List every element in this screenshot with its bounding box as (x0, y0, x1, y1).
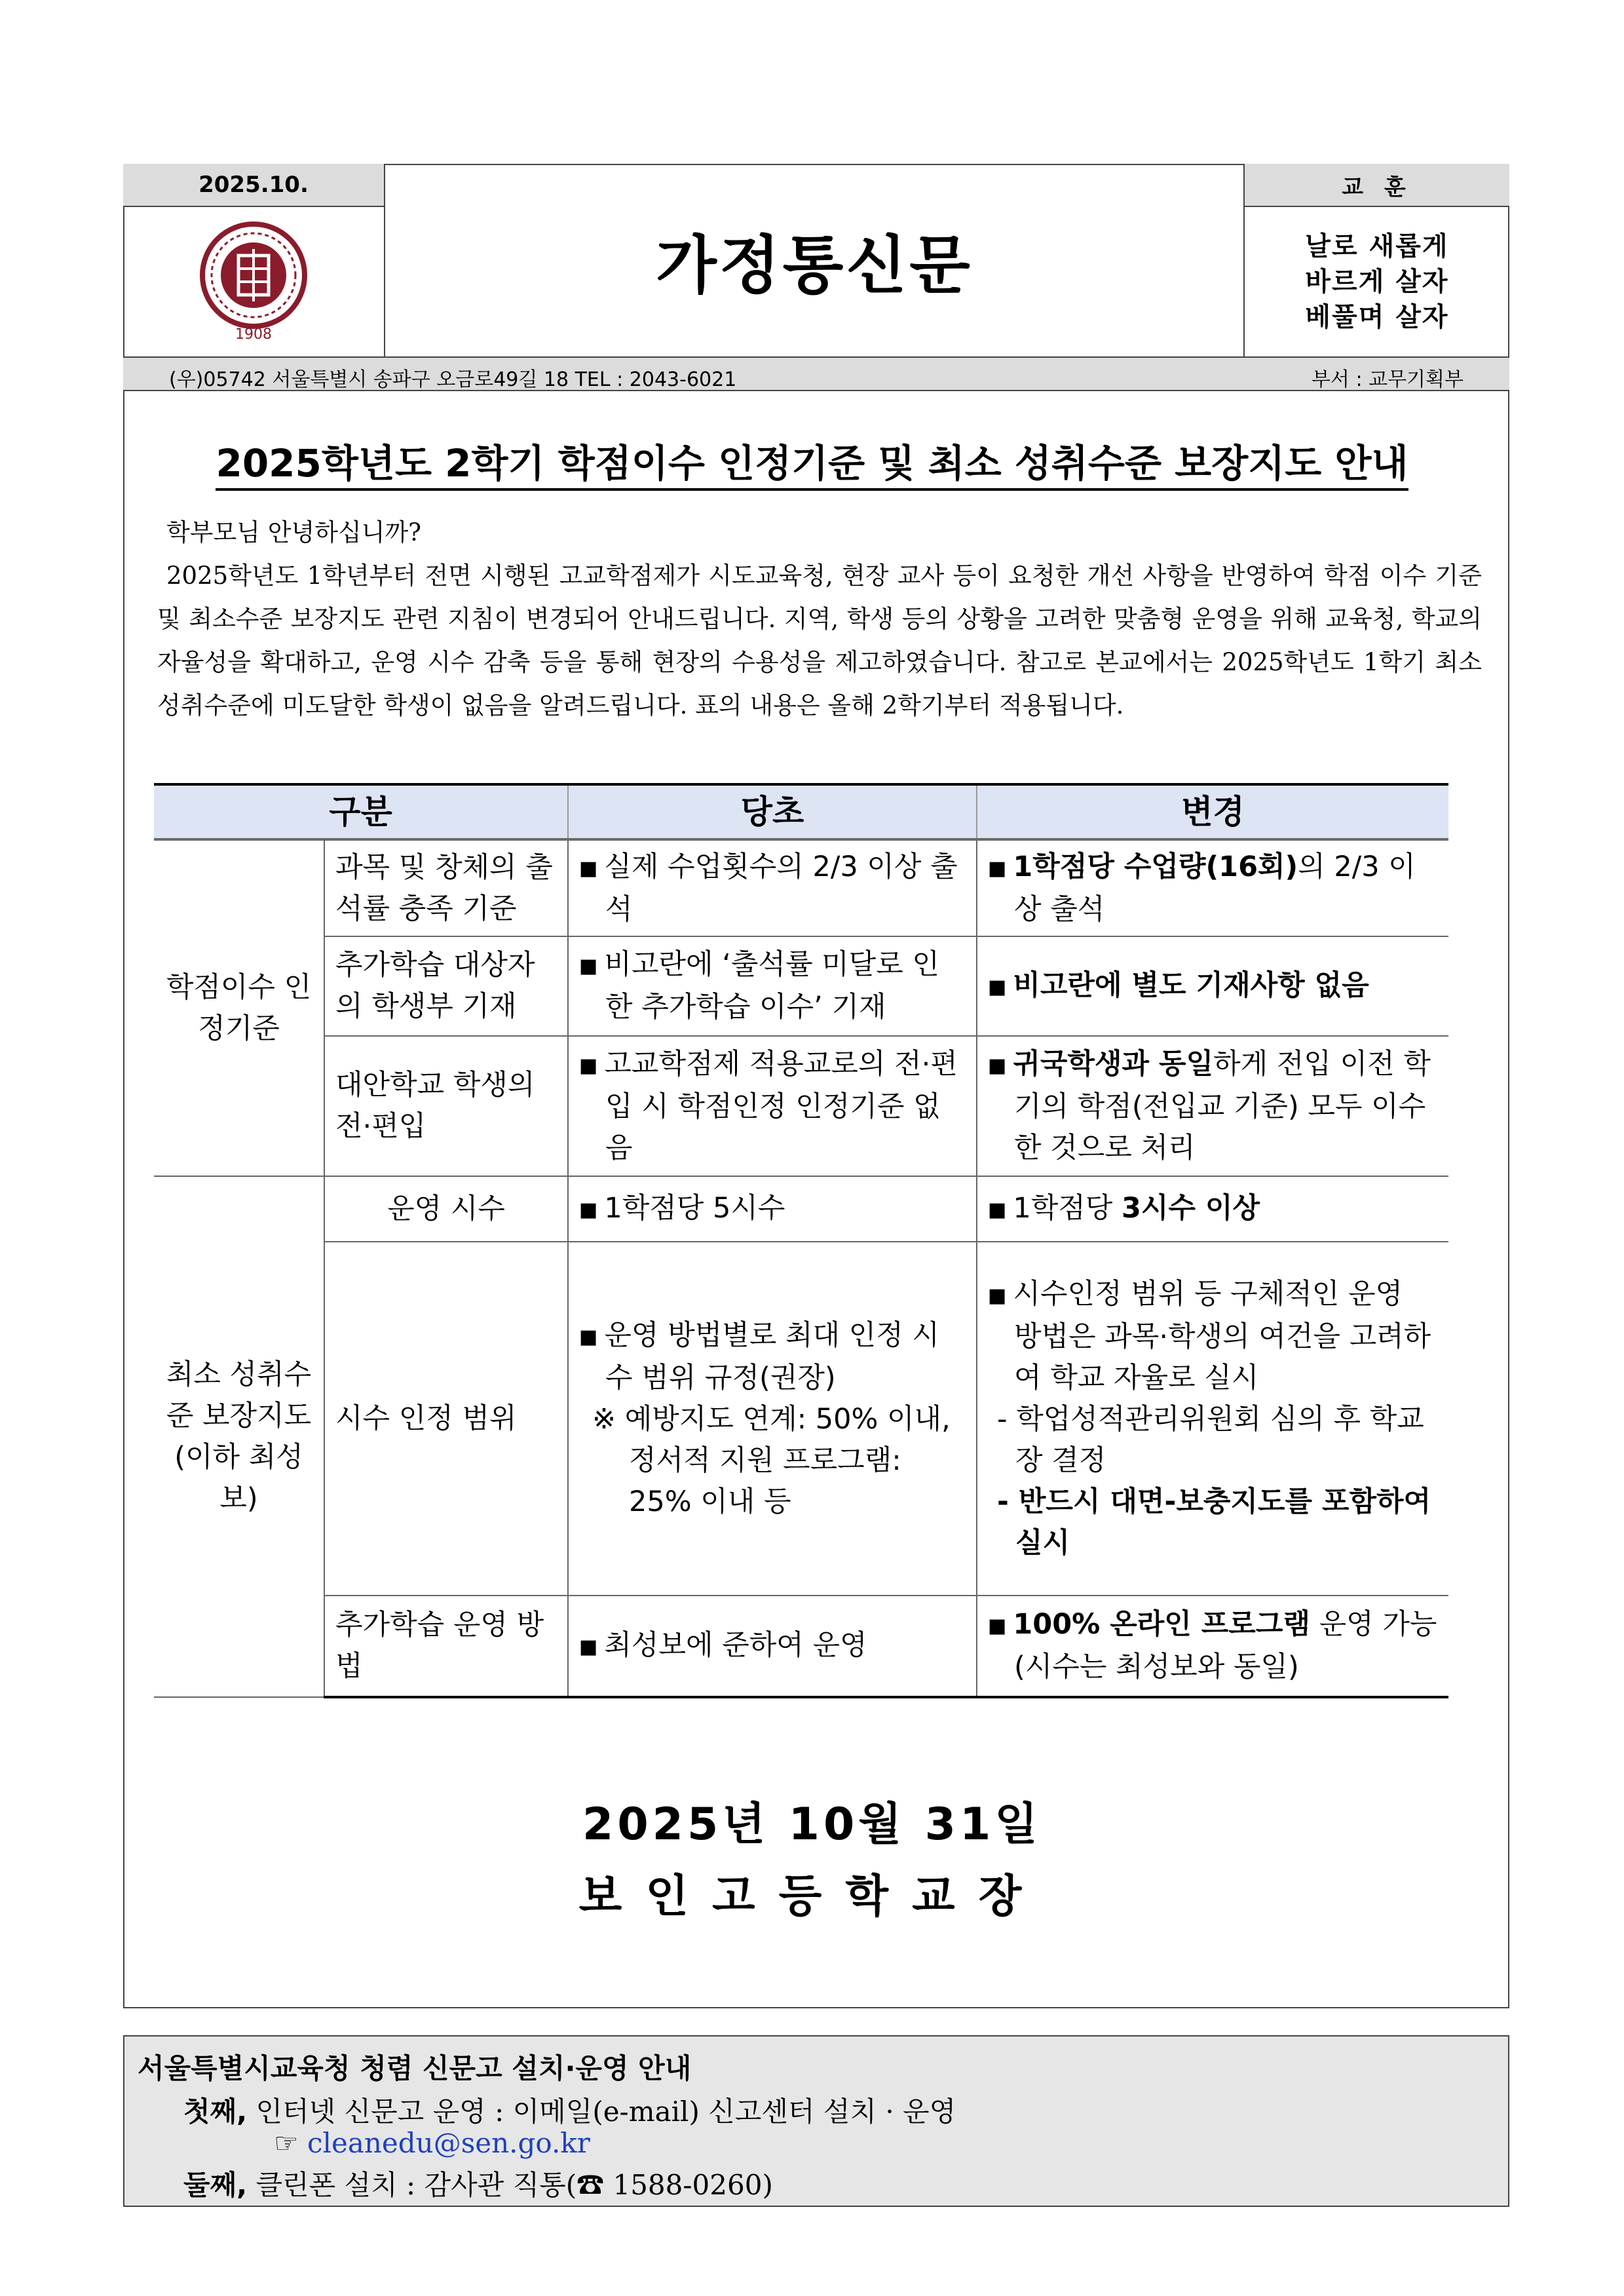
after-cell: ■ 1학점당 3시수 이상 (977, 1176, 1448, 1242)
table-row (154, 839, 1448, 936)
issue-full-date: 2025년 10월 31일 (582, 1799, 1042, 1850)
before-cell: ■ 1학점당 5시수 (568, 1176, 977, 1242)
before-cell: ■ 최성보에 준하여 운영 (568, 1596, 977, 1697)
after-dash-2: - 반드시 대면-보충지도를 포함하여 실시 (997, 1485, 1431, 1559)
before-cell: ■ 운영 방법별로 최대 인정 시수 범위 규정(권장) ※ 예방지도 연계: 50% 이내, 정서적 지원 프로그램: 25% 이내 등 (568, 1242, 977, 1596)
notice-title: 서울특별시교육청 청렴 신문고 설치·운영 안내 (138, 2052, 692, 2084)
row-label: 과목 및 창체의 출석률 충족 기준 (324, 839, 568, 936)
school-emblem-icon (198, 220, 309, 344)
intro-body: 2025학년도 1학년부터 전면 시행된 고교학점제가 시도교육청, 현장 교사 등이 요청한 개선 사항을 반영하여 학점 이수 기준 및 최소수준 보장지도 관련 지침이 변경되어 안내드립니다. 지역, 학생 등의 상황을 고려한 맞춤형 운영을 위해 교육청, 학교의 자율성을 확대하고, 운영 시수 감축 등을 통해 현장의 수용성을 제고하였습니다. 참고로 본교에서는 2025학년도 1학기 최소 성취수준에 미도달한 학생이 없음을 알려드립니다. 표의 내용은 올해 2학기부터 적용됩니다. (157, 562, 1482, 719)
table-row (154, 1036, 1448, 1176)
row-label: 대안학교 학생의 전·편입 (324, 1036, 568, 1176)
motto-heading: 교 훈 (1243, 164, 1509, 207)
row-label: 시수 인정 범위 (324, 1242, 568, 1596)
report-email-link[interactable]: cleanedu@sen.go.kr (307, 2127, 590, 2159)
table-row (154, 936, 1448, 1036)
pointer-icon: ☞ (274, 2127, 299, 2159)
department: 부서 : 교무기획부 (1311, 368, 1463, 391)
col-header-category: 구분 (154, 784, 568, 839)
greeting: 학부모님 안녕하십니까? (166, 518, 422, 546)
col-header-after: 변경 (977, 784, 1448, 839)
table-row (154, 1596, 1448, 1697)
after-cell: ■ 비고란에 별도 기재사항 없음 (977, 936, 1448, 1036)
after-cell: ■ 귀국학생과 동일하게 전입 이전 학기의 학점(전입교 기준) 모두 이수한 것으로 처리 (977, 1036, 1448, 1176)
col-header-before: 당초 (568, 784, 977, 839)
table-header-row (154, 784, 1448, 839)
group-credit-criteria: 학점이수 인정기준 (154, 839, 324, 1176)
before-cell: ■ 비고란에 ‘출석률 미달로 인한 추가학습 이수’ 기재 (568, 936, 977, 1036)
issue-date: 2025.10. (123, 164, 385, 207)
motto-line: 날로 새롭게 (1305, 231, 1449, 261)
table-row (154, 1242, 1448, 1596)
notice-line-3: 둘째, 클린폰 설치 : 감사관 직통(☎ 1588-0260) (183, 2169, 773, 2201)
motto-line: 바르게 살자 (1305, 267, 1449, 297)
comparison-table (154, 783, 1448, 1698)
document-title: 2025학년도 2학기 학점이수 인정기준 및 최소 성취수준 보장지도 안내 (0, 432, 1624, 488)
after-cell: ■ 시수인정 범위 등 구체적인 운영 방법은 과목·학생의 여건을 고려하여 학교 자율로 실시 - 학업성적관리위원회 심의 후 학교장 결정 - 반드시 대면-보충지도를 포함하여 실시 (977, 1242, 1448, 1596)
school-motto (1243, 207, 1509, 356)
before-note: ※ 예방지도 연계: 50% 이내, 정서적 지원 프로그램: 25% 이내 등 (592, 1402, 951, 1518)
integrity-notice (123, 2035, 1509, 2207)
after-dash-1: - 학업성적관리위원회 심의 후 학교장 결정 (997, 1402, 1424, 1477)
group-min-achievement: 최소 성취수준 보장지도(이하 최성보) (154, 1176, 324, 1697)
after-cell: ■ 100% 온라인 프로그램 운영 가능(시수는 최성보와 동일) (977, 1596, 1448, 1697)
school-logo (123, 207, 385, 356)
row-label: 운영 시수 (324, 1176, 568, 1242)
after-cell: ■ 1학점당 수업량(16회)의 2/3 이상 출석 (977, 839, 1448, 936)
letter-header (123, 164, 1509, 391)
before-cell: ■ 고교학점제 적용교로의 전·편입 시 학점인정 인정기준 없음 (568, 1036, 977, 1176)
motto-line: 베풀며 살자 (1305, 302, 1449, 332)
row-label: 추가학습 대상자의 학생부 기재 (324, 936, 568, 1036)
table-row (154, 1176, 1448, 1242)
newsletter-title: 가정통신문 (656, 228, 973, 302)
intro-text (157, 511, 1482, 727)
before-cell: ■ 실제 수업횟수의 2/3 이상 출석 (568, 839, 977, 936)
notice-line-1: 첫째, 인터넷 신문고 운영 : 이메일(e-mail) 신고센터 설치 · 운영 (183, 2095, 956, 2128)
notice-line-2 (274, 2127, 590, 2159)
row-label: 추가학습 운영 방법 (324, 1596, 568, 1697)
address-bar (123, 356, 1509, 391)
school-address: (우)05742 서울특별시 송파구 오금로49길 18 TEL : 2043-6021 (169, 368, 737, 391)
principal-signature: 보인고등학교장 (578, 1871, 1046, 1923)
logo-year: 1908 (235, 326, 272, 343)
